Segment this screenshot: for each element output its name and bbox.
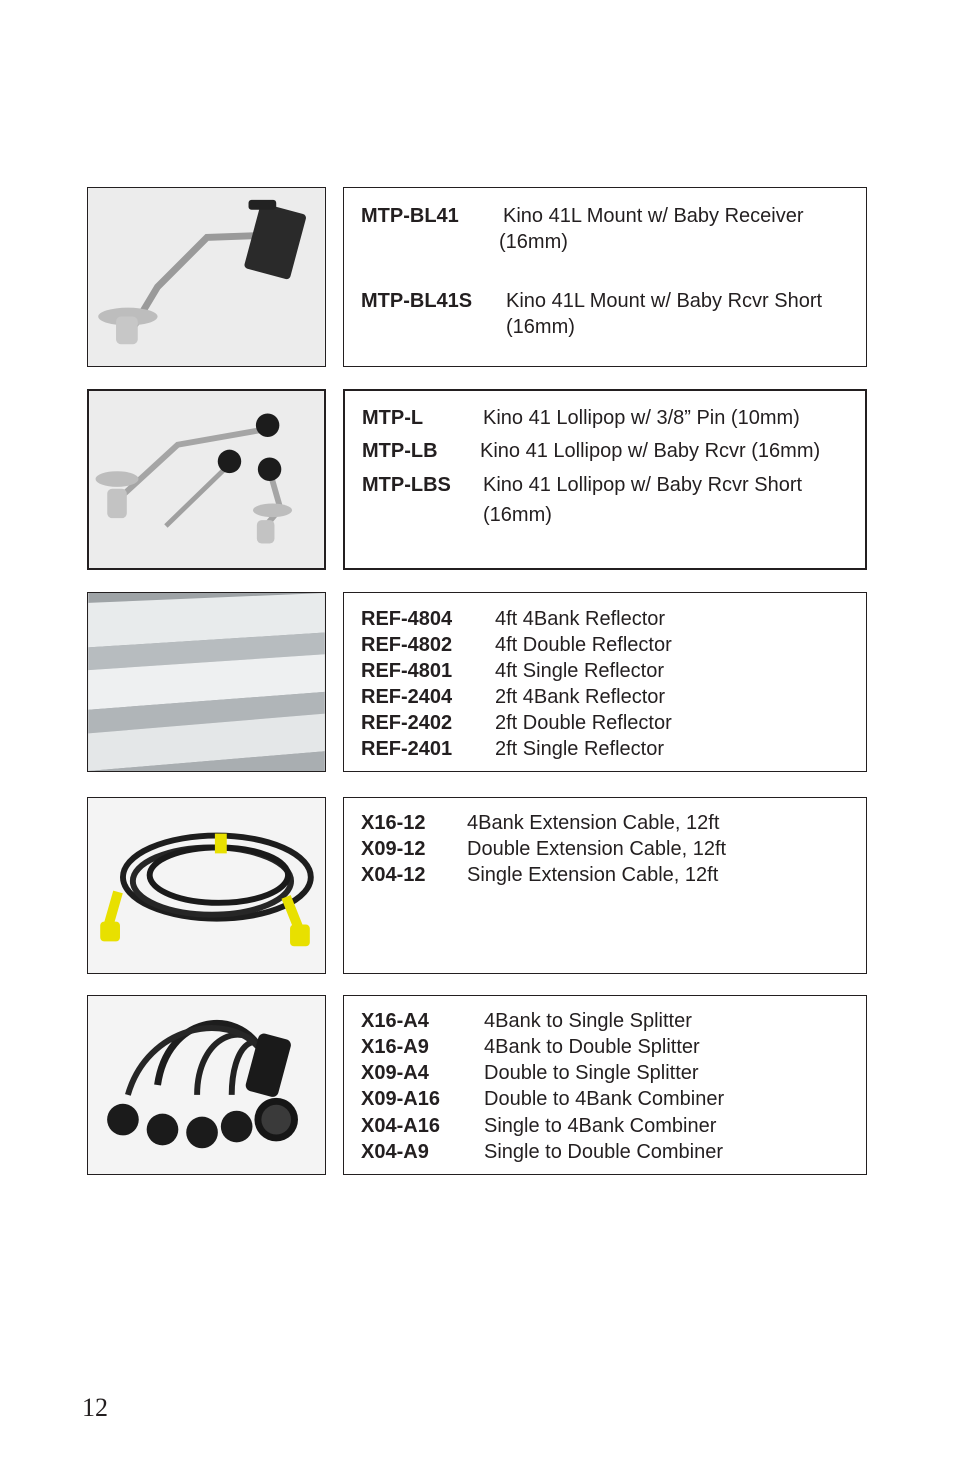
product-code: MTP-L (362, 407, 424, 429)
product-code: REF-2402 (361, 712, 453, 734)
product-description: 4Bank to Single Splitter (484, 1010, 692, 1032)
product-list-splitters (343, 995, 867, 1175)
product-code: MTP-BL41 (361, 205, 459, 227)
product-row-splitters (87, 995, 867, 1175)
product-description: 4Bank to Double Splitter (484, 1036, 700, 1058)
product-code: X04-12 (361, 864, 426, 886)
product-list-mounts (343, 187, 867, 367)
product-code: MTP-LBS (362, 474, 451, 496)
extension-cable-illustration (88, 798, 325, 973)
product-code: MTP-BL41S (361, 290, 473, 312)
product-code: X09-A16 (361, 1088, 440, 1110)
splitter-cable-photo (87, 995, 326, 1175)
lollipop-mounts-photo (87, 389, 326, 570)
product-code: X16-12 (361, 812, 426, 834)
product-list-reflectors (343, 592, 867, 772)
mount-arm-photo (87, 187, 326, 367)
product-code: X16-A9 (361, 1036, 429, 1058)
product-description-line2: (16mm) (483, 504, 552, 526)
product-description: 2ft Single Reflector (495, 738, 664, 760)
product-list-extension-cables (343, 797, 867, 974)
product-row-reflectors (87, 592, 867, 772)
product-description: 4ft Double Reflector (495, 634, 672, 656)
product-description-line2: (16mm) (506, 316, 575, 338)
product-description: Single to 4Bank Combiner (484, 1115, 717, 1137)
product-description: Kino 41L Mount w/ Baby Rcvr Short (506, 290, 823, 312)
reflector-illustration (88, 593, 325, 771)
product-description: 2ft Double Reflector (495, 712, 672, 734)
product-description: Double Extension Cable, 12ft (467, 838, 727, 860)
product-description: Single Extension Cable, 12ft (467, 864, 719, 886)
product-code: X16-A4 (361, 1010, 429, 1032)
product-code: REF-4804 (361, 608, 453, 630)
product-description: Kino 41 Lollipop w/ Baby Rcvr (16mm) (480, 440, 821, 462)
product-code: MTP-LB (362, 440, 438, 462)
product-description: Single to Double Combiner (484, 1141, 724, 1163)
product-row-mounts (87, 187, 867, 367)
product-code: X04-A16 (361, 1115, 440, 1137)
product-description: 4ft Single Reflector (495, 660, 664, 682)
product-description: Kino 41L Mount w/ Baby Receiver (503, 205, 804, 227)
product-list-lollipops (343, 389, 867, 570)
mount-arm-illustration (88, 188, 325, 366)
product-description: 4ft 4Bank Reflector (495, 608, 666, 630)
product-code: X09-A4 (361, 1062, 429, 1084)
product-description: Double to 4Bank Combiner (484, 1088, 725, 1110)
lollipop-mounts-illustration (89, 391, 324, 568)
product-description: Kino 41 Lollipop w/ 3/8” Pin (10mm) (483, 407, 800, 429)
product-code: REF-4802 (361, 634, 453, 656)
product-code: REF-4801 (361, 660, 453, 682)
product-code: X04-A9 (361, 1141, 429, 1163)
product-code: REF-2401 (361, 738, 453, 760)
reflector-photo (87, 592, 326, 772)
product-description: Double to Single Splitter (484, 1062, 699, 1084)
product-description: 2ft 4Bank Reflector (495, 686, 666, 708)
page-number: 12 (82, 1393, 108, 1422)
product-description-line2: (16mm) (499, 231, 568, 253)
product-row-lollipops (87, 389, 867, 570)
product-description: Kino 41 Lollipop w/ Baby Rcvr Short (483, 474, 803, 496)
extension-cable-photo (87, 797, 326, 974)
product-code: X09-12 (361, 838, 426, 860)
product-code: REF-2404 (361, 686, 453, 708)
splitter-cable-illustration (88, 996, 325, 1174)
product-description: 4Bank Extension Cable, 12ft (467, 812, 720, 834)
product-row-extension-cables (87, 797, 867, 974)
